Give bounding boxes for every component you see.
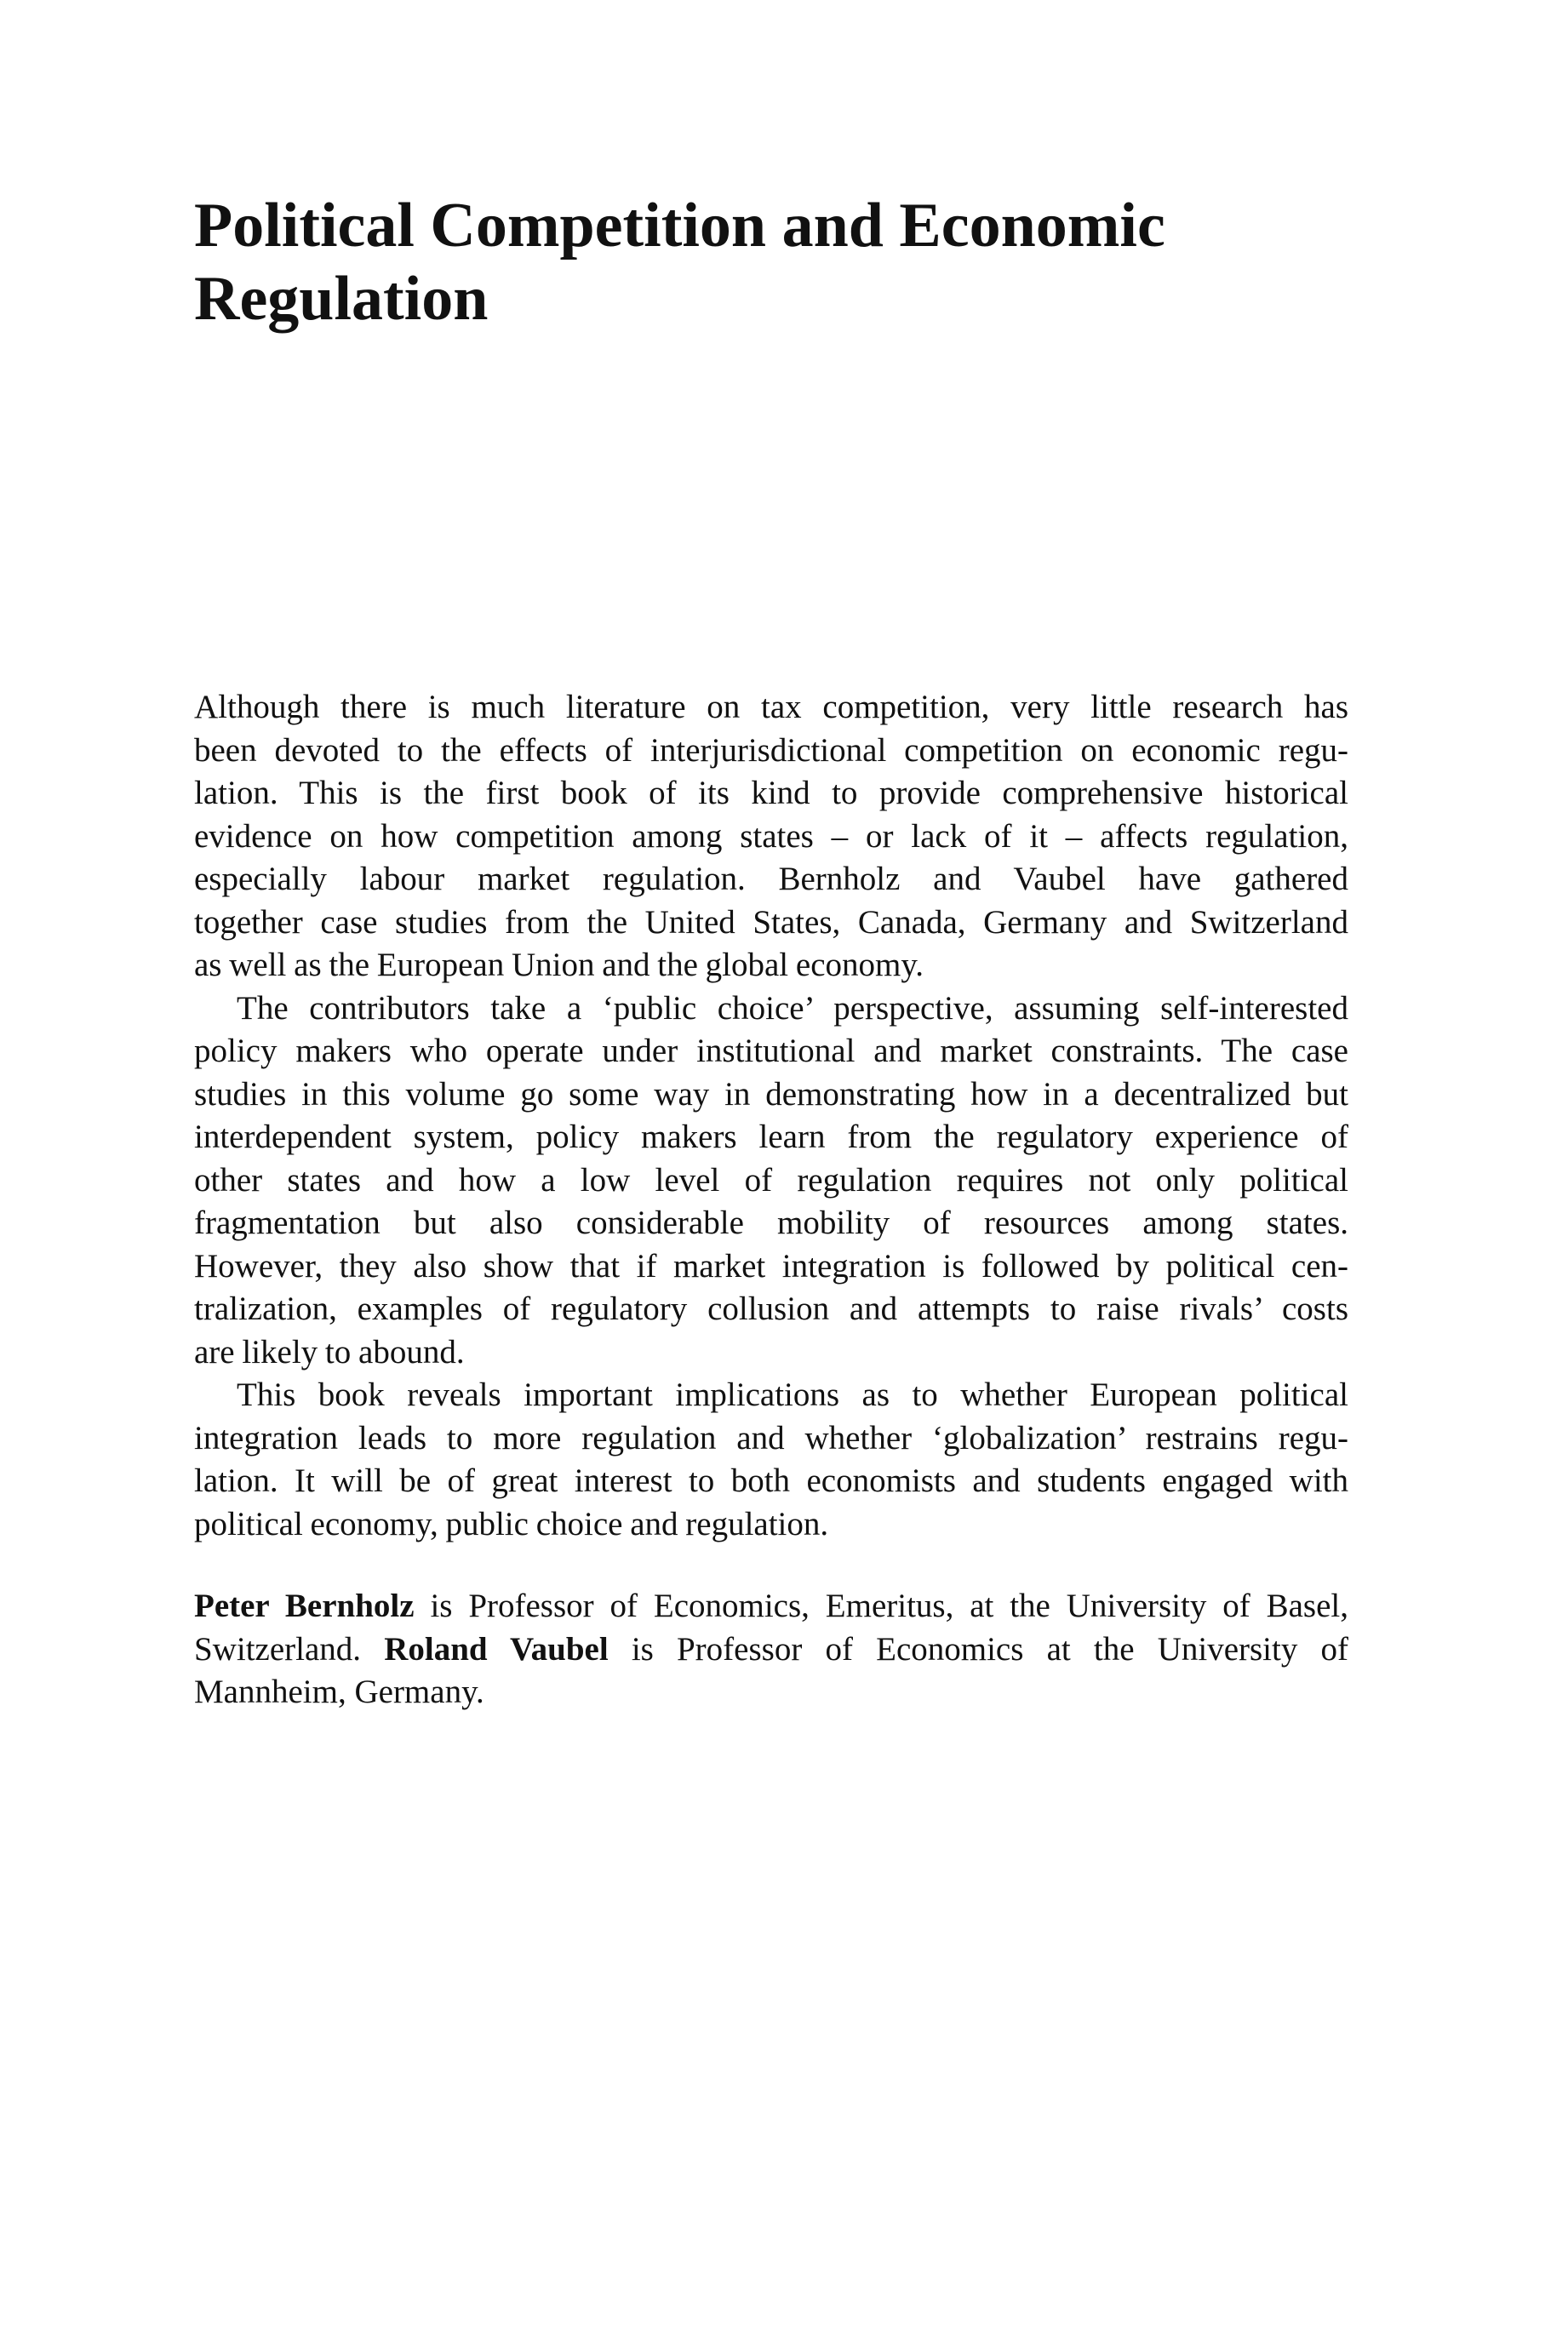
text-line: However, they also show that if market integration is followed by political cen- xyxy=(194,1247,1348,1285)
bio-text: Switzerland. xyxy=(194,1630,385,1668)
title-line-2: Regulation xyxy=(194,264,489,334)
bio-line-1 xyxy=(194,1585,1348,1628)
paragraph-2 xyxy=(194,987,1348,1375)
text-line: are likely to abound. xyxy=(194,1333,465,1371)
text-line: This book reveals important implications as to whether European political xyxy=(237,1376,1348,1413)
text-line: evidence on how competition among states – or lack of it – affects regulation, xyxy=(194,817,1348,855)
description-text xyxy=(194,686,1348,1546)
page-title xyxy=(194,189,1386,335)
text-line: tralization, examples of regulatory collusion and attempts to raise rivals’ costs xyxy=(194,1290,1348,1327)
text-line: lation. This is the first book of its kind to provide comprehensive historical xyxy=(194,775,1348,811)
text-line: especially labour market regulation. Bernholz and Vaubel have gathered xyxy=(194,861,1348,897)
text-line: fragmentation but also considerable mobility of resources among states. xyxy=(194,1205,1348,1241)
bio-text: is Professor of Economics at the University of xyxy=(608,1630,1348,1668)
text-line: other states and how a low level of regulation requires not only political xyxy=(194,1161,1348,1199)
paragraph-3 xyxy=(194,1374,1348,1546)
text-line: integration leads to more regulation and whether ‘globalization’ restrains regu- xyxy=(194,1419,1348,1456)
text-line: political economy, public choice and regulation. xyxy=(194,1505,829,1542)
text-line: interdependent system, policy makers learn from the regulatory experience of xyxy=(194,1119,1348,1155)
paragraph-1 xyxy=(194,686,1348,987)
text-line: Although there is much literature on tax competition, very little research has xyxy=(194,689,1348,725)
title-line-1: Political Competition and Economic xyxy=(194,191,1165,260)
bio-line-2 xyxy=(194,1628,1348,1672)
author-name-bernholz: Peter Bernholz xyxy=(194,1588,415,1624)
text-line: as well as the European Union and the global economy. xyxy=(194,947,924,983)
bio-text: is Professor of Economics, Emeritus, at the University of Basel, xyxy=(414,1588,1349,1624)
text-line: lation. It will be of great interest to both economists and students engaged with xyxy=(194,1462,1348,1499)
text-line: been devoted to the effects of interjurisdictional competition on economic regu- xyxy=(194,731,1348,769)
text-line: policy makers who operate under institutional and market constraints. The case xyxy=(194,1033,1348,1069)
author-name-vaubel: Roland Vaubel xyxy=(384,1630,609,1668)
text-line: The contributors take a ‘public choice’ perspective, assuming self-interested xyxy=(237,989,1348,1027)
author-bio xyxy=(194,1585,1348,1714)
text-line: studies in this volume go some way in demonstrating how in a decentralized but xyxy=(194,1075,1348,1113)
bio-line-3: Mannheim, Germany. xyxy=(194,1674,484,1710)
text-line: together case studies from the United States, Canada, Germany and Switzerland xyxy=(194,903,1348,941)
